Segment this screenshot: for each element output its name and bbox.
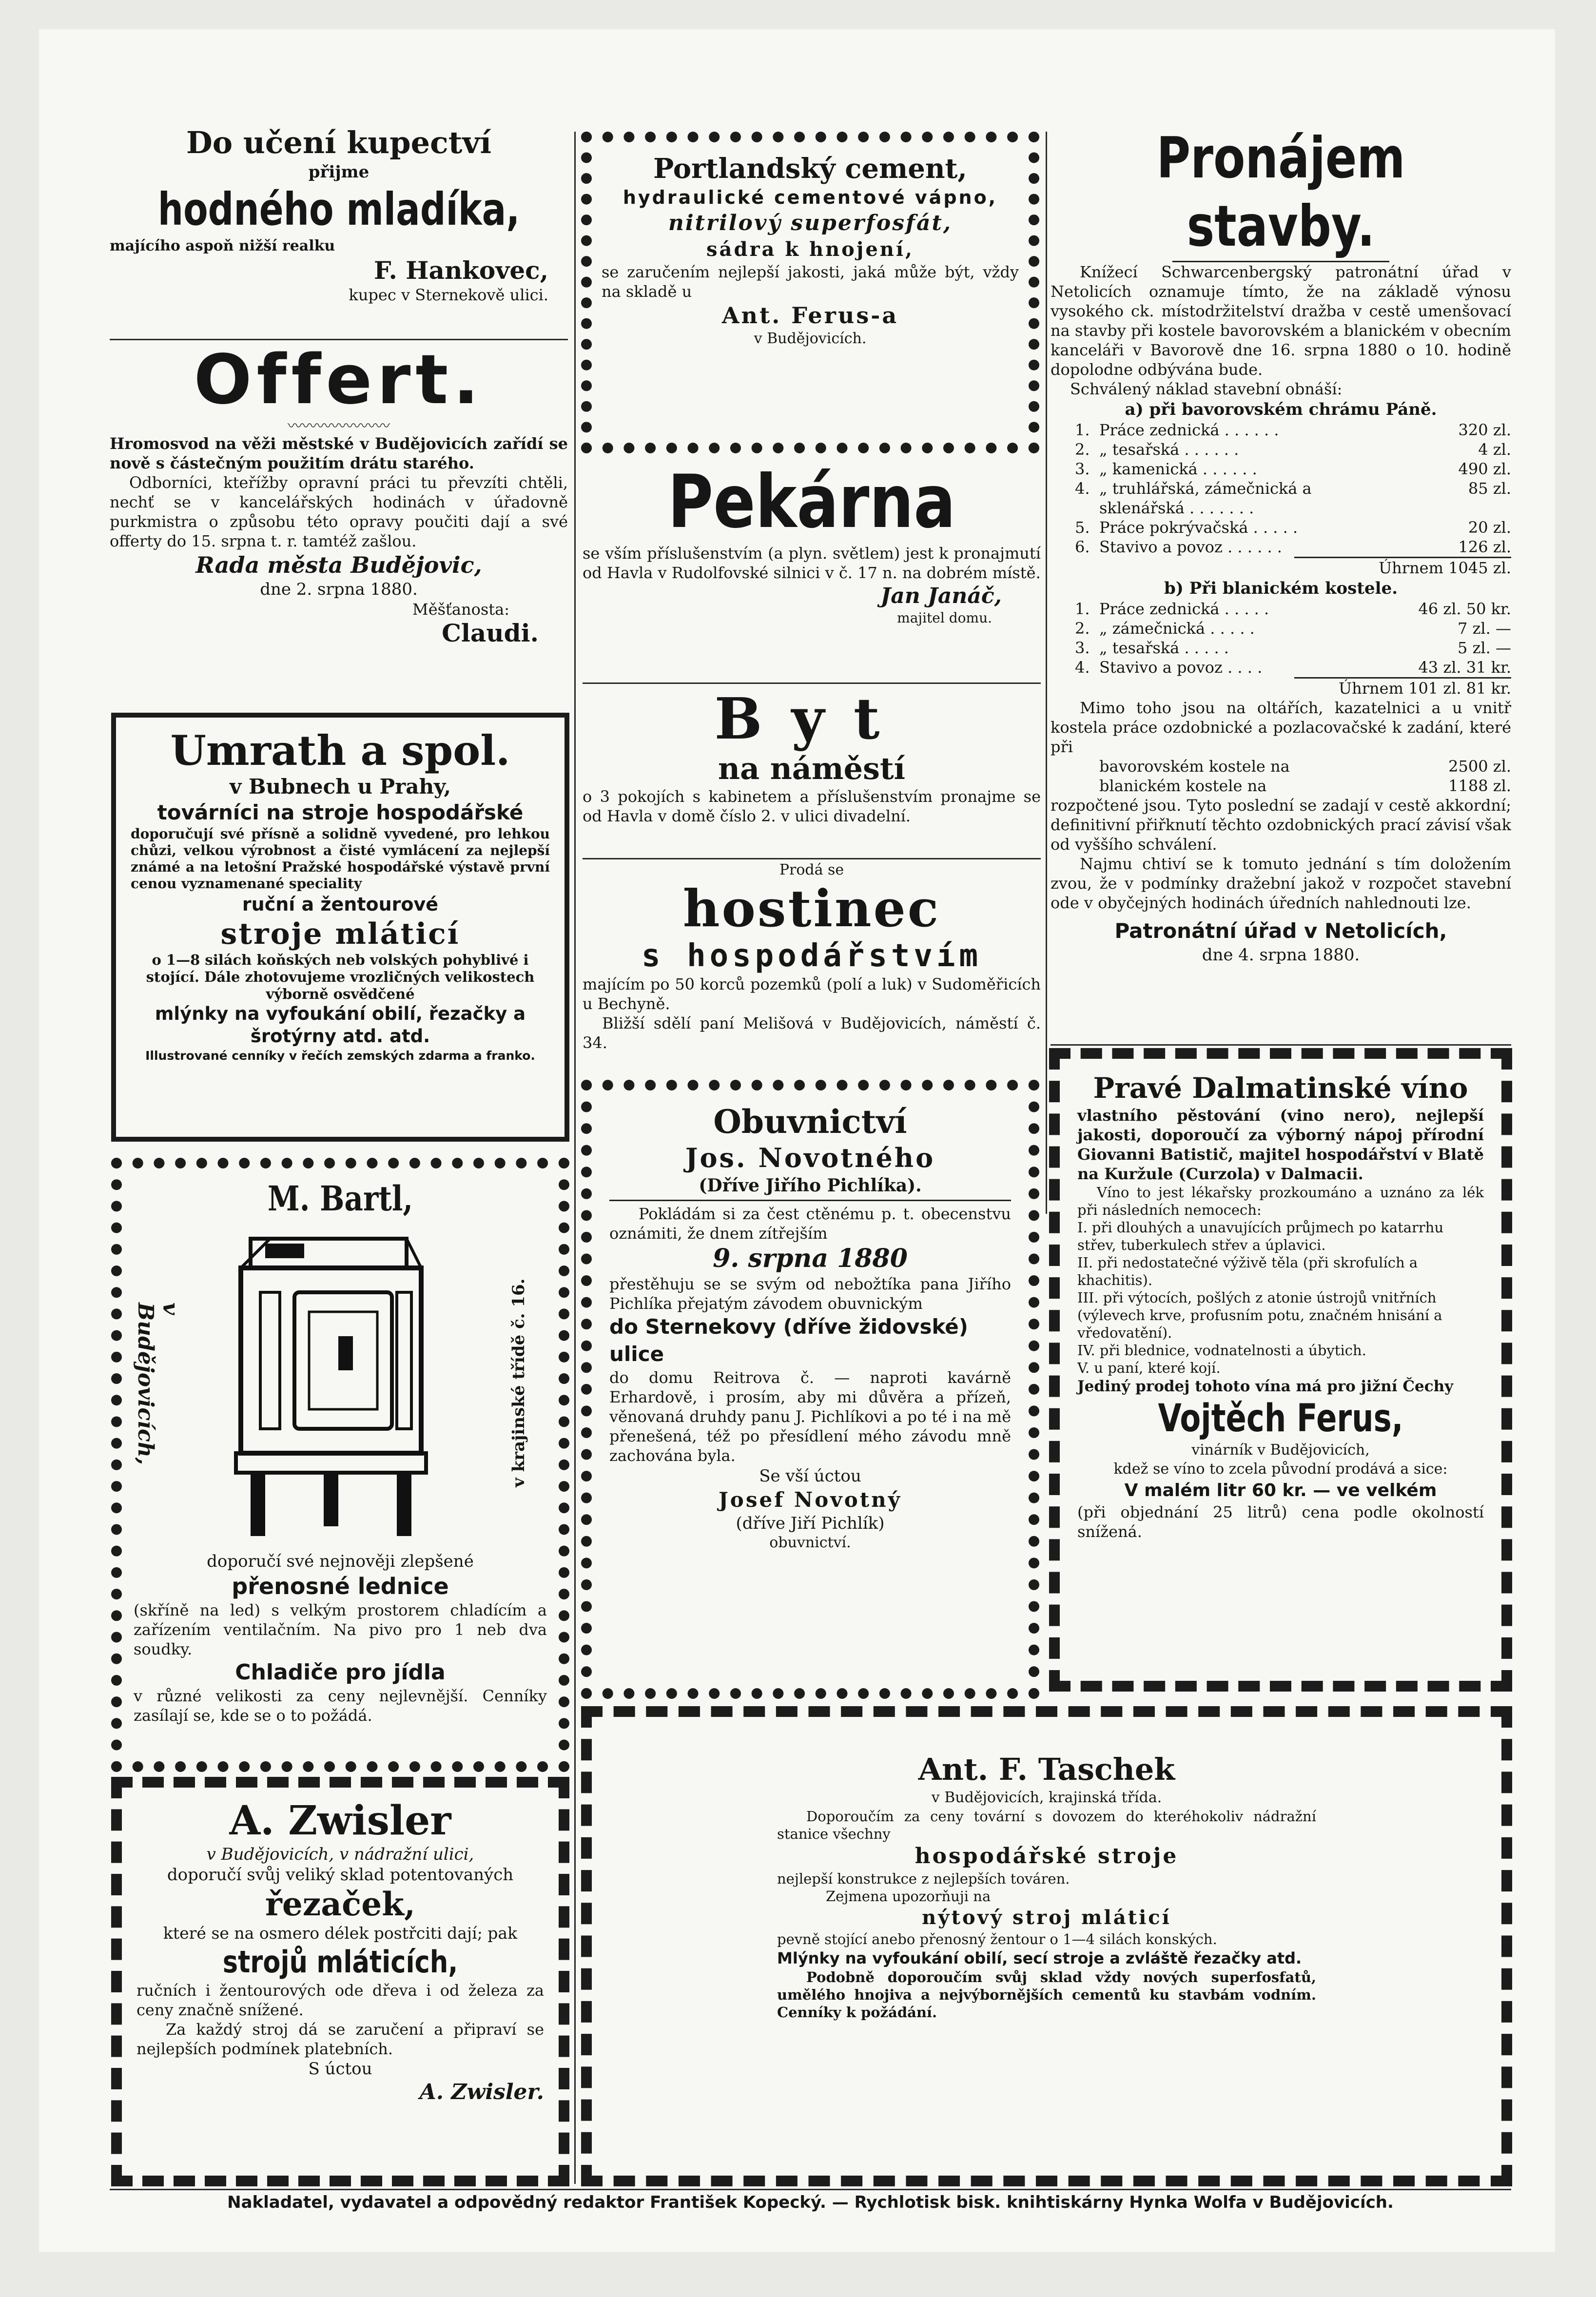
offert-title: Offert. [194,341,484,420]
obuv-text3: do domu Reitrova č. — naproti kavárně Erhardově, i prosím, aby mi důvěra a přízeň, věnovaná druhdy panu J. Pichlíkovi a po té i na mě přenešená, též po přesídlení mého závodu mně zachována byla. [609,1368,1011,1465]
obuv-title: Obuvnictví [713,1103,907,1141]
umrath-text1: doporučují své přísně a solidně vyvedené, pro lehkou chůzi, velkou výrobnost a čisté vymlácení za nejlepší známé a na letošní Pražské hospodářské výstavě první cenou vyznamenané speciality [131,826,550,892]
pekarna-role: majitel domu. [897,610,992,626]
hostinec-title: hostinec [682,878,941,938]
taschek-text1: Doporoučím za ceny tovární s dovozem do kteréhokoliv nádražní stanice všechny [777,1808,1316,1842]
column-divider-2 [1046,132,1047,1214]
taschek-text3: Zejmena upozorňuji na [826,1888,991,1905]
cement-line4: sádra k hnojení, [706,238,914,261]
vino-text3: Jediný prodej tohoto vína má pro jižní Čechy [1077,1378,1454,1395]
zwisler-greeting: S úctou [308,2059,372,2079]
cost-item-a-row-number: 4. [1075,479,1090,498]
taschek-item2: nýtový stroj mláticí [922,1906,1171,1929]
cost-item-a-row-label: Práce zednická . . . . . . [1099,421,1279,439]
umrath-item3: mlýnky na vyfoukání obilí, řezačky a šrotýrny atd. atd. [155,1003,526,1047]
vino-title: Pravé Dalmatinské víno [1093,1071,1468,1105]
vino-text4: kdež se víno to zcela původní prodává a sice: [1113,1460,1448,1478]
cost-item-a-row-value: 85 zl. [1468,479,1511,498]
apprentice-address: kupec v Sternekově ulici. [349,286,548,304]
offert-squiggle: 〰〰〰〰〰〰〰 [288,418,390,435]
cost-item-a-row-value: 320 zl. [1458,421,1511,439]
obuv-text1: Pokládám si za čest ctěnému p. t. obecenstvu oznámiti, že dnem zítřejším [609,1205,1011,1243]
cost-item-a-row [1075,420,1511,440]
umrath-title: Umrath a spol. [170,726,510,775]
ad-pronajem [1051,124,1511,1041]
bartl-text1: doporučí své nejnověji zlepšené [207,1552,474,1571]
byt-subtitle: na náměstí [718,751,906,786]
pronajem-extra-2-value: 1188 zl. [1448,777,1511,795]
vino-list-item: V. u paní, které kojí. [1077,1360,1221,1376]
cost-item-b-row [1075,658,1511,677]
column-divider-1 [574,132,576,2184]
obuv-former: (Dříve Jiřího Pichlíka). [699,1175,922,1196]
pronajem-text: Knížecí Schwarcenbergský patronátní úřad v Netolicích oznamuje tímto, že na základě výnosu vysokého ck. místodržitelství dražba v cestě umenšovací na stavby při kostele bavorovském a blanickém v obecním kanceláři v Bavorově dne 16. srpna 1880 o 10. hodině dopolodne odbývána bude. [1051,263,1511,379]
umrath-location: v Bubnech u Prahy, [229,775,451,798]
cost-item-a-row-number: 2. [1075,440,1090,459]
cost-item-a-row [1075,440,1511,459]
umrath-item1: ruční a žentourové [242,894,439,915]
cement-location: v Budějovicích. [754,330,867,347]
bartl-text2: (skříně na led) s velkým prostorem chladícím a zařízením ventilačním. Na pivo pro 1 neb dva soudky. [134,1601,547,1658]
apprentice-headline: hodného mladíka, [157,183,520,235]
vino-list-item: II. při nedostatečné výživě těla (při skrofulích a khachitis). [1077,1254,1418,1288]
hostinec-text2: Bližší sdělí paní Melišová v Budějovicích, náměstí č. 34. [583,1014,1041,1052]
cost-item-b-row [1075,619,1511,638]
offert-signature: Rada města Budějovic, [195,552,482,578]
obuv-signature-former: (dříve Jiří Pichlík) [736,1514,885,1533]
cement-title: Portlandský cement, [653,153,967,185]
pronajem-extra-1 [1051,757,1511,776]
pronajem-section-a: a) při bavorovském chrámu Páně. [1125,400,1437,419]
zwisler-location: v Budějovicích, v nádražní ulici, [206,1845,474,1864]
taschek-location: v Budějovicích, krajinská třída. [931,1789,1162,1806]
apprentice-text: majícího aspoň nižší realku [110,237,335,254]
ad-byt [583,687,1041,856]
byt-text: o 3 pokojích s kabinetem a příslušenstvím pronajme se od Havla v domě číslo 2. v ulici divadelní. [583,787,1041,825]
cost-item-b-row [1075,599,1511,619]
cost-item-b-row-number: 1. [1075,600,1090,618]
hostinec-line1: Prodá se [779,861,844,878]
cost-item-a-row-number: 5. [1075,518,1090,537]
obuv-text2: přestěhuju se se svým od nebožtíka pana Jiřího Pichlíka přejatým závodem obuvnickým [609,1275,1011,1313]
pronajem-text4: rozpočtené jsou. Tyto poslední se zadají v cestě akkordní; definitivní přiřknutí těchto ozdobnických prací závisí však od vyššího schválení. [1051,796,1511,854]
vino-text1: vlastního pěstování (vino nero), nejlepší jakosti, doporoučí za výborný nápoj přírodní Giovanni Batistič, majitel hospodářství v Blatě na Kuržule (Curzola) v Dalmacii. [1077,1106,1484,1183]
taschek-text5: Podobně doporoučím svůj sklad vždy nových superfosfatů, umělého hnojiva a nejvýbornějších cementů ku stavbám vodním. Cenníky k požádání. [777,1969,1316,2021]
offert-mayor-label: Měšťanosta: [412,600,509,619]
zwisler-text2: které se na osmero délek postřciti dají; pak [163,1924,518,1943]
ad-taschek [581,1706,1512,2186]
cost-item-b-row-value: 7 zl. — [1458,619,1511,638]
obuv-rule [609,1200,1011,1201]
cost-item-a-row [1075,537,1511,557]
pronajem-extra-2 [1051,776,1511,796]
pekarna-title: Pekárna [667,461,956,545]
bartl-name: M. Bartl, [267,1178,413,1219]
pronajem-total-b: Úhrnem 101 zl. 81 kr. [1294,677,1511,698]
cost-item-b-row-number: 4. [1075,658,1090,677]
pronajem-extra-2-label: blanickém kostele na [1099,777,1267,795]
cost-item-b-row-value: 43 zl. 31 kr. [1418,658,1511,677]
cost-item-b-row-value: 5 zl. — [1458,639,1511,657]
cost-item-a-row-number: 1. [1075,421,1090,439]
cost-item-b-row-number: 3. [1075,639,1090,657]
cement-line2: hydraulické cementové vápno, [623,187,998,208]
cost-item-a-row-value: 490 zl. [1458,460,1511,478]
vino-list-item: IV. při blednice, vodnatelnosti a úbytich. [1077,1342,1366,1359]
pronajem-title: Pronájem stavby. [1156,125,1405,259]
zwisler-text3: ručních i žentourových ode dřeva i od železa za ceny značně snížené. [136,1981,544,2019]
footer-imprint: Nakladatel, vydavatel a odpovědný redaktor František Kopecký. — Rychlotisk bisk. knihtiskárny Hynka Wolfa v Budějovicích. [227,2193,1394,2212]
cement-line3: nitrilový superfosfát, [668,211,953,235]
obuv-greeting: Se vší úctou [759,1466,861,1486]
pronajem-extra-1-value: 2500 zl. [1448,757,1511,776]
umrath-footer: Illustrované cenníky v řečích zemských zdarma a franko. [145,1049,535,1063]
zwisler-text4: Za každý stroj dá se zaručení a připraví se nejlepších podmínek platebních. [136,2020,544,2058]
pekarna-name: Jan Janáč, [880,584,1002,608]
cost-item-b-row-label: Práce zednická . . . . . [1099,600,1269,618]
cost-item-a-row-value: 20 zl. [1468,518,1511,537]
pronajem-text2: Schválený náklad stavební obnáší: [1070,380,1343,398]
divider-byt [583,858,1041,859]
zwisler-text1: doporučí svůj veliký sklad potentovaných [167,1865,514,1885]
pronajem-text5: Najmu chtiví se k tomuto jednání s tím doložením zvou, že v podmínky dražební jakož v rozpočet stavební ode v obyčejných hodinách úředních nahlednouti lze. [1051,855,1511,912]
ad-zwisler [111,1777,569,2186]
ad-obuvnictvi [581,1080,1039,1699]
cost-item-a-row-number: 3. [1075,460,1090,478]
vino-list-item: III. při výtocích, pošlých z atonie ústrojů vnitřních (výlevech krve, profusním potu, značném hnisání a vředovatění). [1077,1289,1442,1341]
vino-price: V malém litr 60 kr. — ve velkém [1124,1480,1437,1500]
apprentice-line1: přijme [308,162,370,182]
taschek-item1: hospodářské stroje [915,1844,1179,1869]
hostinec-subtitle: s hospodářstvím [642,938,982,974]
cost-item-a-row-label: Stavivo a povoz . . . . . . [1099,538,1282,556]
byt-title: Byt [714,687,909,752]
apprentice-name: F. Hankovec, [374,256,548,285]
cost-item-a-row-label: „ truhlářská, zámečnická a sklenářská . . . . . . . [1099,479,1312,517]
umrath-item2: stroje mláticí [220,917,460,951]
cost-item-a-row [1075,459,1511,479]
cost-item-b-row-value: 46 zl. 50 kr. [1418,600,1511,618]
ad-offert [110,341,568,712]
taschek-text4: pevně stojící anebo přenosný žentour o 1—4 silách konských. [777,1931,1217,1947]
zwisler-item1: řezaček, [265,1885,415,1923]
vino-text2: Víno to jest lékařsky prozkoumáno a uznáno za lék při následních nemocech: [1077,1184,1484,1218]
divider-apprentice [110,339,568,340]
taschek-name: Ant. F. Taschek [918,1752,1175,1787]
bartl-item1: přenosné lednice [232,1573,449,1599]
vino-name: Vojtěch Ferus, [1158,1397,1403,1440]
hostinec-text: majícím po 50 korců pozemků (polí a luk) v Sudoměřicích u Bechyně. [583,975,1041,1013]
cost-item-a-row-number: 6. [1075,538,1090,556]
cost-item-a-row-label: „ tesařská . . . . . . [1099,440,1239,459]
ice-cabinet-illustration [221,1219,455,1541]
pronajem-date: dne 4. srpna 1880. [1202,945,1360,965]
divider-pekarna [583,682,1041,684]
ad-vino [1049,1048,1512,1692]
pronajem-section-b: b) Při blanickém kostele. [1164,579,1398,598]
footer-rule [110,2189,1511,2190]
vino-role: vinárník v Budějovicích, [1191,1441,1370,1459]
obuv-date: 9. srpna 1880 [713,1244,908,1273]
zwisler-name: A. Zwisler [229,1797,451,1844]
pronajem-total-a: Úhrnem 1045 zl. [1294,557,1511,578]
bartl-illustration-area [134,1219,547,1551]
vino-text5: (při objednání 25 litrů) cena podle okolností snížená. [1077,1503,1484,1541]
obuv-name: Jos. Novotného [685,1142,935,1173]
cost-item-a-row-value: 126 zl. [1458,538,1511,556]
pekarna-text: se vším příslušenstvím (a plyn. světlem) jest k pronajmutí od Havla v Rudolfovské silnici v č. 17 n. na dobrém místě. [583,544,1041,582]
obuv-role: obuvnictví. [769,1534,851,1551]
zwisler-signature: A. Zwisler. [419,2080,544,2104]
cement-text: se zaručením nejlepší jakosti, jaká může být, vždy na skladě u [602,263,1019,301]
vino-list [1077,1219,1484,1377]
offert-p2: Odborníci, kteřížby opravní práci tu převzíti chtěli, nechť se v kancelářských hodinách v úřadovně purkmistra o způsobu této opravy poučiti dají a své offerty do 15. srpna t. r. tamtéž zašlou. [110,473,568,550]
pronajem-extra-1-label: bavorovském kostele na [1099,757,1290,776]
vino-list-item: I. při dlouhých a unavujících průjmech po katarrhu střev, tuberkulech střev a úplavici. [1077,1219,1444,1253]
pronajem-items-b [1051,599,1511,677]
ad-umrath [111,713,569,1142]
cost-item-b-row-label: „ tesařská . . . . . [1099,639,1229,657]
ad-pekarna [583,461,1041,680]
cost-item-a-row-label: „ kamenická . . . . . . [1099,460,1257,478]
pronajem-items-a [1051,420,1511,557]
ad-ferus-cement [581,132,1039,453]
obuv-signature: Josef Novotný [718,1488,902,1512]
offert-mayor: Claudi. [442,619,539,647]
pronajem-text3: Mimo toho jsou na oltářích, kazatelnici a u vnitř kostela práce ozdobnické a pozlacovačské k zadání, které při [1051,699,1511,756]
ad-hostinec [583,860,1041,1075]
bartl-side-right: v krajinské třídě č. 16. [509,1278,528,1487]
cost-item-a-row [1075,479,1511,518]
obuv-street: do Sternekovy (dříve židovské) ulice [609,1315,968,1366]
cement-name: Ant. Ferus-a [721,302,899,329]
cost-item-b-row-label: Stavivo a povoz . . . . [1099,658,1263,677]
umrath-text2: o 1—8 silách koňských neb volských pohyblivé i stojící. Dále zhotovujeme vrozličných velikostech výborně osvědčené [146,952,535,1002]
ad-bartl [111,1158,569,1772]
offert-p1: Hromosvod na věži městské v Budějovicích zařídí se nově s částečným použitím drátu starého. [110,434,568,472]
offert-date: dne 2. srpna 1880. [260,580,418,599]
cost-item-a-row-value: 4 zl. [1478,440,1511,459]
umrath-subtitle: továrníci na stroje hospodářské [157,800,524,824]
bartl-side-left: v Budějovicích, [133,1303,183,1465]
zwisler-item2: strojů mláticích, [222,1944,458,1980]
divider-pronajem [1051,1044,1511,1046]
cost-item-a-row [1075,518,1511,537]
cost-item-b-row-number: 2. [1075,619,1090,638]
taschek-text2: nejlepší konstrukce z nejlepších továren. [777,1870,1070,1887]
cost-item-b-row [1075,638,1511,658]
cost-item-b-row-label: „ zámečnická . . . . . [1099,619,1255,638]
bartl-text3: v různé velikosti za ceny nejlevnější. Cenníky zasílají se, kde se o to požádá. [134,1687,547,1725]
ad-apprentice [110,124,568,339]
cost-item-a-row-label: Práce pokrývačská . . . . . [1099,518,1298,537]
apprentice-title: Do učení kupectví [186,125,491,160]
taschek-item3: Mlýnky na vyfoukání obilí, secí stroje a zvláště řezačky atd. [777,1949,1302,1967]
bartl-item2: Chladiče pro jídla [235,1660,446,1685]
pronajem-signature: Patronátní úřad v Netolicích, [1114,919,1447,943]
